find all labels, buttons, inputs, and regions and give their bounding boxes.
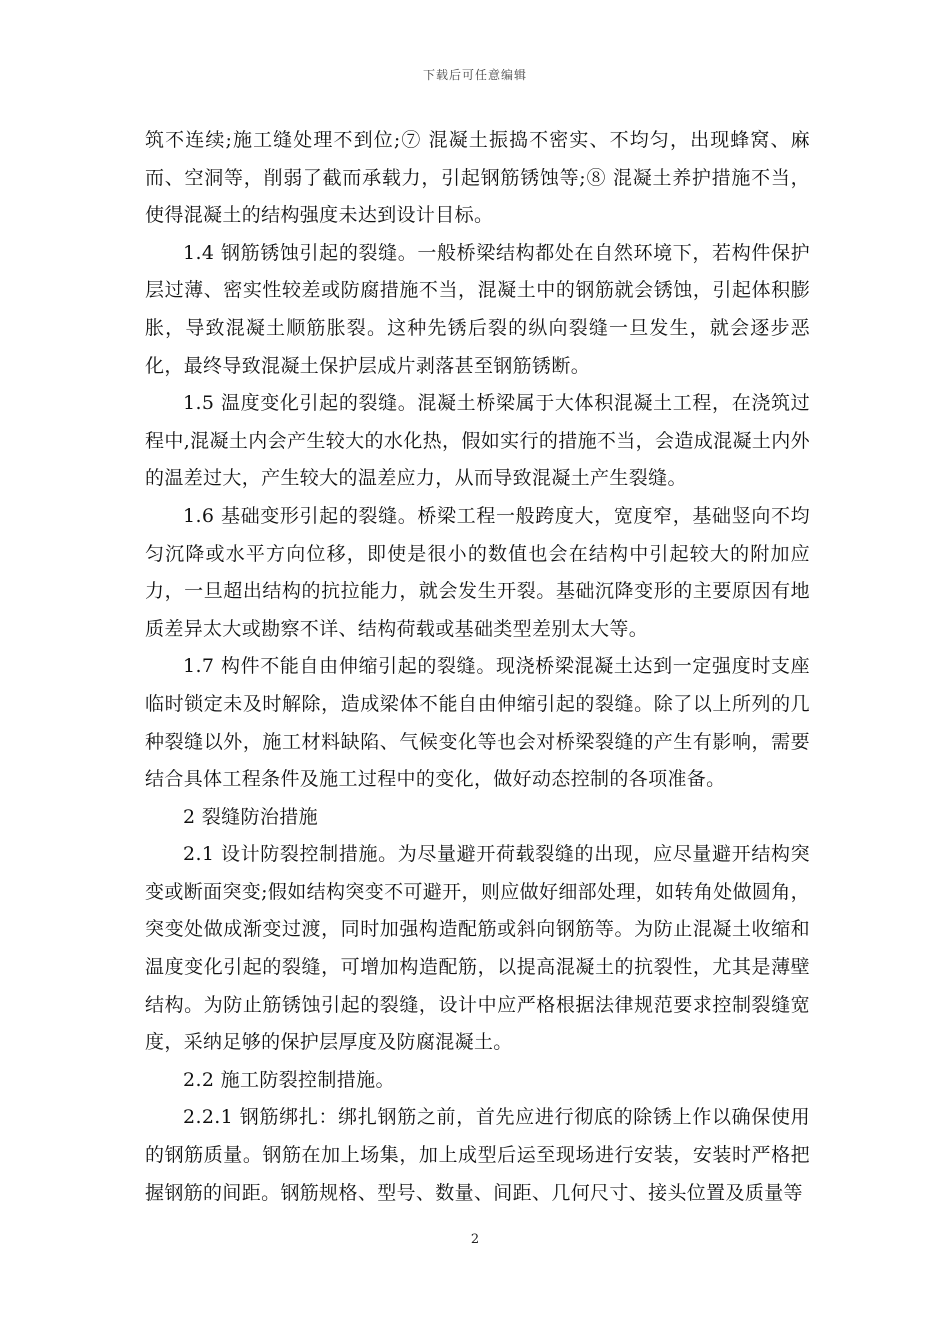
paragraph-1-6: 1.6 基础变形引起的裂缝。桥梁工程一般跨度大，宽度窄，基础竖向不均匀沉降或水平方向位移，即使是很小的数值也会在结构中引起较大的附加应力，一旦超出结构的抗拉能力，就会发生开裂。基础沉降变形的主要原因有地质差异太大或勘察不详、结构荷载或基础类型差别太大等。 xyxy=(145,504,810,640)
page-header: 下载后可任意编辑 xyxy=(422,68,527,82)
section-heading-2: 2 裂缝防治措施 xyxy=(183,805,318,828)
paragraph-1-7: 1.7 构件不能自由伸缩引起的裂缝。现浇桥梁混凝土达到一定强度时支座临时锁定未及时解除，造成梁体不能自由伸缩引起的裂缝。除了以上所列的几种裂缝以外，施工材料缺陷、气候变化等也会对桥梁裂缝的产生有影响，需要结合具体工程条件及施工过程中的变化，做好动态控制的各项准备。 xyxy=(145,655,810,791)
document-body xyxy=(145,122,810,1212)
paragraph-1-4: 1.4 钢筋锈蚀引起的裂缝。一般桥梁结构都处在自然环境下，若构件保护层过薄、密实性较差或防腐措施不当，混凝土中的钢筋就会锈蚀，引起体积膨胀，导致混凝土顺筋胀裂。这种先锈后裂的纵向裂缝一旦发生，就会逐步恶化，最终导致混凝土保护层成片剥落甚至钢筋锈断。 xyxy=(145,241,810,377)
paragraph-2-2: 2.2 施工防裂控制措施。 xyxy=(183,1068,395,1091)
page-number: 2 xyxy=(470,1232,480,1247)
paragraph-2-2-1: 2.2.1 钢筋绑扎：绑扎钢筋之前，首先应进行彻底的除锈上作以确保使用的钢筋质量。钢筋在加上场集，加上成型后运至现场进行安装，安装时严格把握钢筋的间距。钢筋规格、型号、数量、间距、几何尺寸、接头位置及质量等 xyxy=(145,1106,810,1204)
paragraph-1-5: 1.5 温度变化引起的裂缝。混凝土桥梁属于大体积混凝土工程，在浇筑过程中,混凝土内会产生较大的水化热，假如实行的措施不当，会造成混凝土内外的温差过大，产生较大的温差应力，从而导致混凝土产生裂缝。 xyxy=(145,392,810,490)
paragraph-2-1: 2.1 设计防裂控制措施。为尽量避开荷载裂缝的出现，应尽量避开结构突变或断面突变;假如结构突变不可避开，则应做好细部处理，如转角处做圆角，突变处做成渐变过渡，同时加强构造配筋或斜向钢筋等。为防止混凝土收缩和温度变化引起的裂缝，可增加构造配筋，以提高混凝土的抗裂性，尤其是薄壁结构。为防止筋锈蚀引起的裂缝，设计中应严格根据法律规范要求控制裂缝宽度，采纳足够的保护层厚度及防腐混凝土。 xyxy=(145,843,810,1054)
paragraph-continuation: 筑不连续;施工缝处理不到位;⑦ 混凝土振捣不密实、不均匀，出现蜂窝、麻而、空洞等，削弱了截而承载力，引起钢筋锈蚀等;⑧ 混凝土养护措施不当，使得混凝土的结构强度未达到设计目标。 xyxy=(145,129,810,227)
